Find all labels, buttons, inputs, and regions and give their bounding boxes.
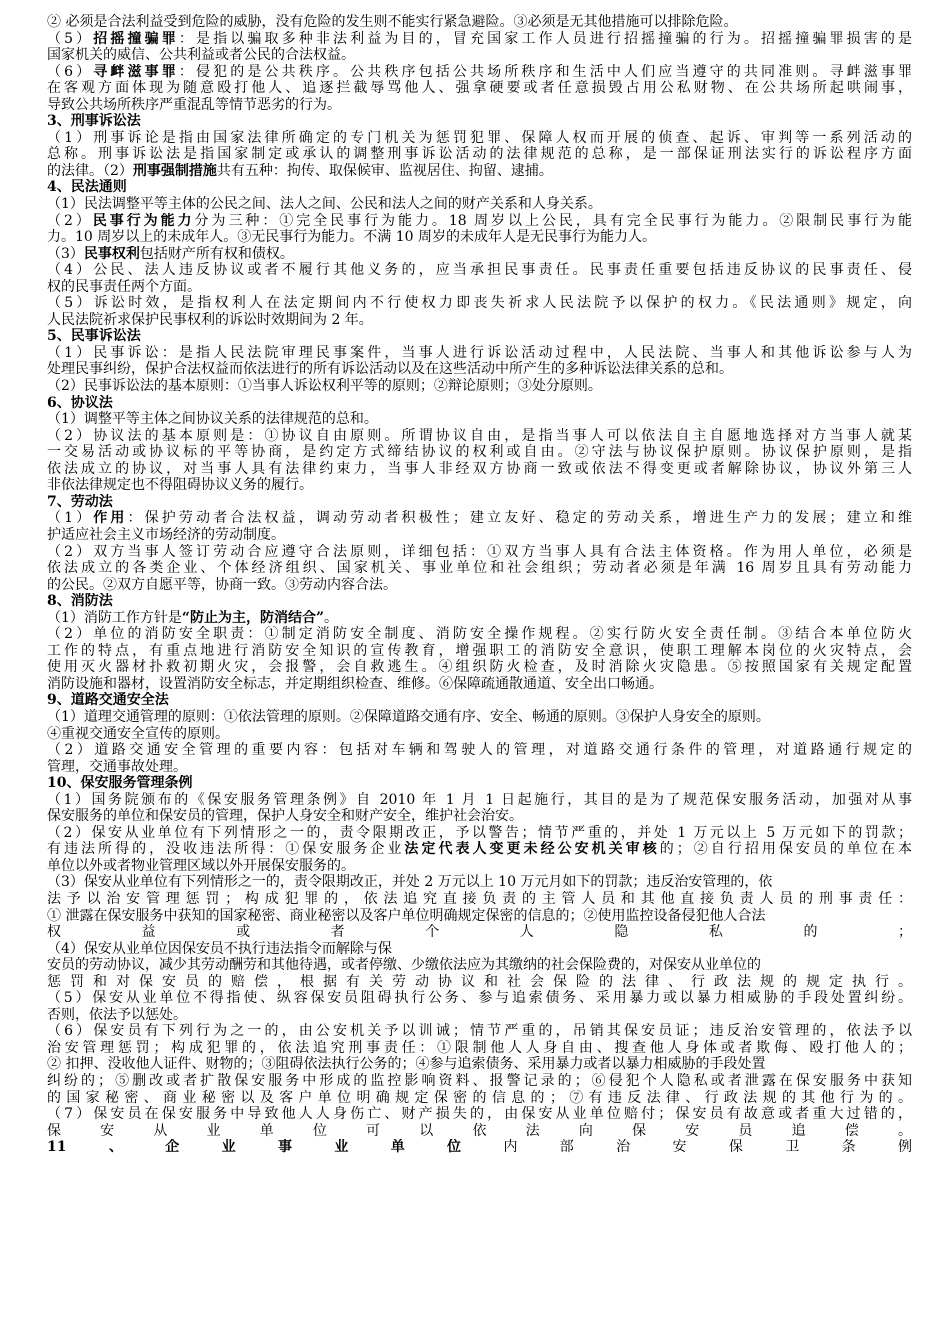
line-text: 管理，交通事故处理。 (47, 758, 187, 775)
text-line (47, 130, 912, 147)
text-line (47, 113, 912, 130)
text-line (47, 378, 912, 395)
text-line (47, 97, 912, 114)
line-text: （2）民事诉讼法的基本原则：①当事人诉讼权利平等的原则；②辩论原则；③处分原则。 (47, 378, 602, 395)
text-line (47, 428, 912, 445)
text-line (47, 527, 912, 544)
line-text: （2）保安从业单位有下列情形之一的，责令限期改正，予以警告；情节严重的，并处 1 万元以上 5 万元如下的罚款； (47, 824, 912, 841)
line-text: 权的民事责任两个方面。 (47, 278, 201, 295)
line-text: （4）公民、法人违反协议或者不履行其他义务的，应当承担民事责任。民事责任重要包括违反协议的民事责任、侵 (47, 262, 912, 279)
line-text: 总称。刑事诉讼法是指国家制定或承认的调整刑事诉讼活动的法律规范的总称，是一部保证刑法实行的诉讼程序方面 (47, 146, 912, 163)
bold-term: 11、企业事业单位 (47, 1139, 504, 1156)
line-text: ④重视交通安全宣传的原则。 (47, 725, 229, 742)
text-line (47, 709, 912, 726)
text-line (47, 676, 912, 693)
text-line (47, 510, 912, 527)
line-text: 导致公共场所秩序严重混乱等情节恶劣的行为。 (47, 96, 341, 113)
bold-term: 8、消防法 (47, 593, 113, 610)
bold-term: 7、劳动法 (47, 493, 113, 510)
text-line (47, 610, 912, 627)
line-text: 保安服务的单位和保安员的管理，保护人身安全和财产安全，维护社会治安。 (47, 808, 523, 825)
text-line (47, 395, 912, 412)
text-line (47, 1123, 912, 1140)
line-text: 。 (324, 609, 339, 626)
line-text: 的公民。②双方自愿平等，协商一致。③劳动内容合法。 (47, 576, 397, 593)
line-text: 处理民事纠纷，保护合法权益而依法进行的所有诉讼活动以及在这些活动中所产生的多种诉讼法律关系的总和。 (47, 361, 733, 378)
line-text: （5）保安从业单位不得指使、纵容保安员阻碍执行公务、参与追索债务、采用暴力或以暴力相威胁的手段处置纠纷。 (47, 990, 912, 1007)
text-line (47, 908, 912, 925)
line-text: 在客观方面体现为随意殴打他人、追逐拦截辱骂他人、强拿硬要或者任意损毁占用公私财物、在公共场所起哄闹事， (47, 80, 912, 97)
bold-term: 10、保安服务管理条例 (47, 775, 193, 792)
text-line (47, 1106, 912, 1123)
text-line (47, 494, 912, 511)
line-text: 消防设施和器材，设置消防安全标志，并定期组织检查、维修。⑥保障疏通散通道、安全出口畅通。 (47, 675, 663, 692)
line-text: 护适应社会主义市场经济的劳动制度。 (47, 526, 285, 543)
text-line (47, 312, 912, 329)
line-text: 使用灭火器材扑救初期火灾，会报警，会自救逃生。④组织防火检查，及时消除火灾隐患。⑤按照国家有关规定配置 (47, 659, 912, 676)
line-text: （4）保安从业单位因保安员不执行违法指令而解除与保 (47, 940, 392, 957)
bold-term: 3、刑事诉讼法 (47, 113, 141, 130)
line-text: 工作的特点，有重点地进行消防安全知识的宣传教育，增强职工的消防安全意识，使职工理解本岗位的火灾特点，会 (47, 642, 912, 659)
text-line (47, 792, 912, 809)
bold-term: 招摇撞骗罪 (93, 30, 179, 47)
text-line (47, 1090, 912, 1107)
line-text: 治安管理惩罚；构成犯罪的，依法追究刑事责任：①限制他人人身自由、搜查他人身体或者欺侮、殴打他人的； (47, 1039, 912, 1056)
bold-term: 寻衅滋事罪 (93, 63, 179, 80)
text-line (47, 726, 912, 743)
line-text: 包括财产所有权和债权。 (139, 245, 294, 262)
bold-term: 民事行为能力 (92, 212, 195, 229)
line-text: （5）诉讼时效，是指权利人在法定期间内不行使权力即丧失祈求人民法院予以保护的权力。《民法通则》规定，向 (47, 295, 912, 312)
text-line (47, 477, 912, 494)
line-text: 的国家秘密、商业秘密以及客户单位明确规定保密的信息的；⑦有违反法律、行政法规的其他行为的。 (47, 1089, 912, 1106)
line-text: （1）民事诉讼：是指人民法院审理民事案件，当事人进行诉讼活动过程中，人民法院、当事人和其他诉讼参与人为 (47, 344, 912, 361)
bold-term: “防止为主，防消结合” (181, 609, 325, 626)
line-text: 非依法律规定也不得阻碍协议义务的履行。 (47, 477, 313, 494)
line-text: 国家机关的威信、公共利益或者公民的合法权益。 (47, 47, 355, 64)
text-line (47, 1023, 912, 1040)
line-text: （1）消防工作方针是 (47, 609, 182, 626)
text-line (47, 14, 912, 31)
line-text: （1）调整平等主体之间协议关系的法律规范的总和。 (47, 411, 378, 428)
line-text: ：是指以骗取多种非法利益为目的，冒充国家工作人员进行招摇撞骗的行为。招摇撞骗罪损害的是 (178, 30, 912, 47)
text-line (47, 841, 912, 858)
line-text: 人民法院祈求保护民事权利的诉讼时效期间为 2 年。 (47, 311, 373, 328)
text-line (47, 229, 912, 246)
text-line (47, 213, 912, 230)
text-line (47, 80, 912, 97)
line-text: （1）民法调整平等主体的公民之间、法人之间、公民和法人之间的财产关系和人身关系。 (47, 196, 602, 213)
line-text: （1）国务院颁布的《保安服务管理条例》自 2010 年 1 月 1 日起施行，其目的是为了规范保安服务活动，加强对从事 (47, 791, 912, 808)
line-text: （2） (47, 212, 93, 229)
text-line (47, 593, 912, 610)
text-line (47, 742, 912, 759)
text-line (47, 64, 912, 81)
line-text: 保安从业单位可以依法向保安员追偿。 (47, 1122, 912, 1139)
text-line (47, 858, 912, 875)
text-line (47, 544, 912, 561)
text-line (47, 146, 912, 163)
text-line (47, 1073, 912, 1090)
line-text: ：保护劳动者合法权益，调动劳动者积极性；建立友好、稳定的劳动关系，增进生产力的发展；建立和维 (127, 510, 912, 527)
line-text: 力。10 周岁以上的未成年人。③无民事行为能力。不满 10 周岁的未成年人是无民事行为能力人。 (47, 229, 656, 246)
text-line (47, 974, 912, 991)
text-line (47, 246, 912, 263)
line-text: （2）单位的消防安全职责：①制定消防安全制度、消防安全操作规程。②实行防火安全责任制。③结合本单位防火 (47, 626, 912, 643)
text-line (47, 345, 912, 362)
line-text: 内部治安保卫条例 (503, 1139, 912, 1156)
text-line (47, 295, 912, 312)
bold-term: 5、民事诉讼法 (47, 328, 141, 345)
line-text: （5） (47, 30, 94, 47)
text-line (47, 279, 912, 296)
line-text: （7）保安员在保安服务中导致他人人身伤亡、财产损失的，由保安从业单位赔付；保安员有故意或者重大过错的， (47, 1106, 912, 1123)
line-text: （3） (47, 245, 84, 262)
line-text: （2）双方当事人签订劳动合应遵守合法原则，详细包括：①双方当事人具有合法主体资格。作为用人单位，必须是 (47, 543, 912, 560)
line-text: 的法律。（2） (47, 162, 133, 179)
text-line (47, 262, 912, 279)
text-line (47, 924, 912, 941)
text-line (47, 808, 912, 825)
line-text: （1）刑事诉论是指由国家法律所确定的专门机关为惩罚犯罪、保障人权而开展的侦查、起诉、审判等一系列活动的 (47, 129, 912, 146)
text-line (47, 328, 912, 345)
text-line (47, 775, 912, 792)
text-line (47, 1139, 912, 1156)
line-text: （2）道路交通安全管理的重要内容：包括对车辆和驾驶人的管理，对道路交通行条件的管理，对道路通行规定的 (47, 742, 912, 759)
line-text: （1）道理交通管理的原则：①依法管理的原则。②保障道路交通有序、安全、畅通的原则。③保护人身安全的原则。 (47, 708, 770, 725)
bold-term: 刑事强制措施 (132, 162, 217, 179)
line-text: 有违法所得的，没收违法所得：①保安服务企业 (47, 841, 405, 858)
line-text: （1） (47, 510, 94, 527)
text-line (47, 560, 912, 577)
line-text: 一交易活动或协议标的平等协商，是约定方式缔结协议的权利或自由。②守法与协议保护原则。协议保护原则，是指 (47, 444, 912, 461)
text-line (47, 163, 912, 180)
text-line (47, 692, 912, 709)
line-text: 安员的劳动协议，减少其劳动酬劳和其他待遇，或者停缴、少缴依法应为其缴纳的社会保险费的，对保安从业单位的 (47, 957, 761, 974)
text-line (47, 577, 912, 594)
text-line (47, 47, 912, 64)
bold-term: 6、协议法 (47, 394, 113, 411)
line-text: ：侵犯的是公共秩序。公共秩序包括公共场所秩序和生活中人们应当遵守的共同准则。寻衅滋事罪 (178, 63, 912, 80)
text-line (47, 659, 912, 676)
line-text: 共有五种：拘传、取保候审、监视居住、拘留、逮捕。 (216, 162, 553, 179)
line-text: 依法成立的协议，对当事人具有法律约束力，当事人非经双方协商一致或依法不得变更或者解除协议，协议外第三人 (47, 460, 912, 477)
bold-term: 4、民法通则 (47, 179, 127, 196)
text-line (47, 461, 912, 478)
text-line (47, 411, 912, 428)
line-text: ① 泄露在保安服务中获知的国家秘密、商业秘密以及客户单位明确规定保密的信息的；②使用监控设备侵犯他人合法 (47, 907, 766, 924)
text-line (47, 179, 912, 196)
line-text: 纠纷的；⑤删改或者扩散保安服务中形成的监控影响资料、报警记录的；⑥侵犯个人隐私或者泄露在保安服务中获知 (47, 1073, 912, 1089)
text-line (47, 957, 912, 974)
line-text: （3）保安从业单位有下列情形之一的，责令限期改正，并处 2 万元以上 10 万元月如下的罚款；违反治安管理的，依 (47, 874, 773, 891)
text-line (47, 1056, 912, 1073)
text-line (47, 361, 912, 378)
text-line (47, 941, 912, 958)
bold-term: 作用 (93, 510, 128, 527)
text-line (47, 444, 912, 461)
text-line (47, 759, 912, 776)
line-text: 权益或者个人隐私的； (47, 924, 912, 941)
line-text: ② 扣押、没收他人证件、财物的；③阻碍依法执行公务的；④参与追索债务、采用暴力或者以暴力相威胁的手段处置 (47, 1056, 766, 1073)
text-line (47, 891, 912, 908)
line-text: 的；②自行招用保安员的单位在本 (659, 841, 912, 858)
text-line (47, 825, 912, 842)
text-line (47, 990, 912, 1007)
line-text: （6）保安员有下列行为之一的，由公安机关予以训诫；情节严重的，吊销其保安员证；违反治安管理的，依法予以 (47, 1023, 912, 1040)
line-text: ② 必须是合法利益受到危险的威胁，没有危险的发生则不能实行紧急避险。③必须是无其他措施可以排除危险。 (47, 14, 738, 30)
line-text: 分为三种：①完全民事行为能力。18 周岁以上公民，具有完全民事行为能力。②限制民事行为能 (194, 212, 912, 229)
text-line (47, 31, 912, 48)
text-line (47, 1040, 912, 1057)
text-line (47, 874, 912, 891)
bold-term: 法定代表人变更未经公安机关审核 (404, 841, 660, 858)
line-text: 依法成立的各类企业、个体经济组织、国家机关、事业单位和社会组织；劳动者必须是年满 16 周岁且具有劳动能力 (47, 560, 912, 577)
line-text: 否则，依法予以惩处。 (47, 1006, 187, 1023)
text-line (47, 626, 912, 643)
text-line (47, 196, 912, 213)
bold-term: 9、道路交通安全法 (47, 692, 169, 709)
bold-term: 民事权利 (83, 245, 140, 262)
line-text: 惩罚和对保安员的赔偿，根据有关劳动协议和社会保险的法律、行政法规的规定执行。 (47, 973, 912, 990)
text-line (47, 1007, 912, 1024)
text-line (47, 643, 912, 660)
line-text: （6） (47, 63, 94, 80)
line-text: 法予以治安管理惩罚；构成犯罪的，依法追究直接负责的主管人员和其他直接负责人员的刑事责任： (47, 890, 912, 907)
line-text: 单位以外或者物业管理区域以外开展保安服务的。 (47, 857, 355, 874)
line-text: （2）协议法的基本原则是：①协议自由原则。所谓协议自由，是指当事人可以依法自主自愿地选择对方当事人就某 (47, 427, 912, 444)
